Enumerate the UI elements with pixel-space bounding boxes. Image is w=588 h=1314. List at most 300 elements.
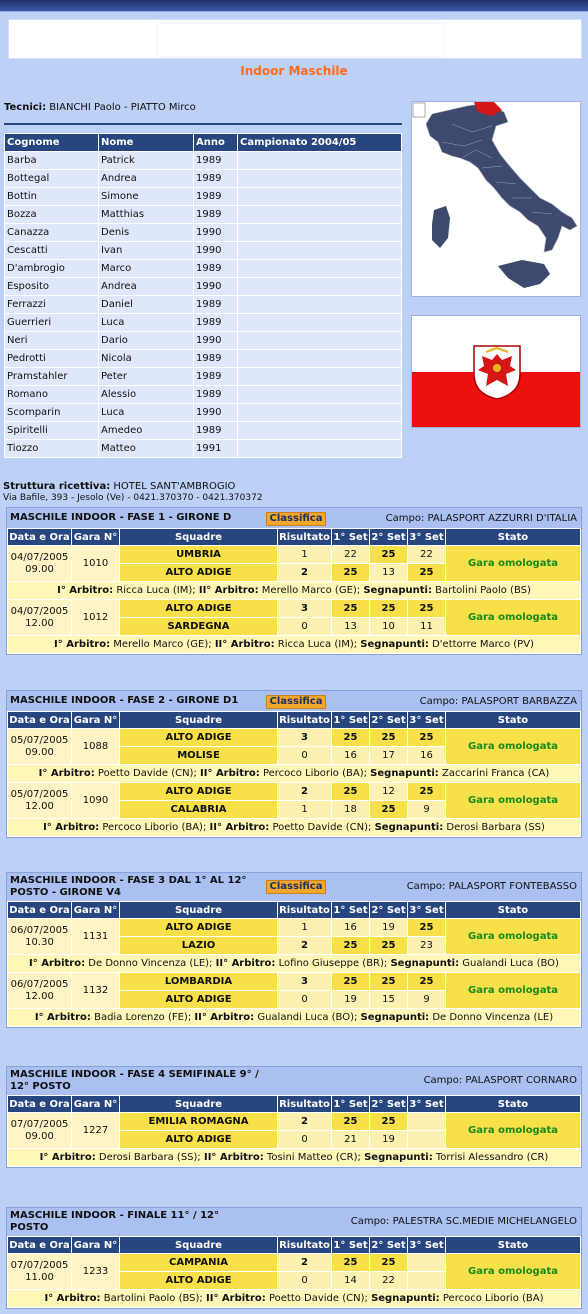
team-name: EMILIA ROMAGNA bbox=[120, 1113, 278, 1131]
roster-cell: Bozza bbox=[5, 206, 99, 224]
roster-cell: Pramstahler bbox=[5, 368, 99, 386]
set-score: 25 bbox=[332, 783, 370, 801]
coat-of-arms-icon bbox=[472, 344, 522, 400]
match-time: 09.00 bbox=[25, 563, 54, 575]
team-name: CAMPANIA bbox=[120, 1254, 278, 1272]
column-header: Stato bbox=[446, 902, 581, 919]
roster-row bbox=[5, 422, 402, 440]
referee-line bbox=[8, 1009, 581, 1027]
team-score: 2 bbox=[278, 1254, 332, 1272]
match-date: 04/07/2005 bbox=[10, 551, 69, 563]
set-score bbox=[408, 1254, 446, 1272]
roster-cell: Canazza bbox=[5, 224, 99, 242]
match-number: 1088 bbox=[72, 729, 120, 765]
banner-image bbox=[157, 23, 445, 57]
first-referee-label: I° Arbitro: bbox=[44, 1293, 101, 1304]
page-title: Indoor Maschile bbox=[240, 64, 348, 78]
match-table bbox=[7, 1095, 581, 1167]
column-header: 3° Set bbox=[408, 712, 446, 729]
roster-row bbox=[5, 206, 402, 224]
column-header: 2° Set bbox=[370, 712, 408, 729]
coaches-label: Tecnici: bbox=[4, 102, 47, 113]
roster-cell: 1989 bbox=[194, 350, 238, 368]
match-datetime bbox=[8, 1254, 72, 1290]
column-header: Squadre bbox=[120, 1096, 278, 1113]
column-header: 3° Set bbox=[408, 1237, 446, 1254]
match-section bbox=[6, 1066, 582, 1168]
roster-cell: Romano bbox=[5, 386, 99, 404]
roster-cell: D'ambrogio bbox=[5, 260, 99, 278]
classifica-button[interactable]: Classifica bbox=[266, 880, 326, 894]
roster-header: Anno bbox=[194, 134, 238, 152]
roster-cell: Luca bbox=[99, 404, 194, 422]
set-score: 25 bbox=[370, 1254, 408, 1272]
scorer-label: Segnapunti: bbox=[371, 1293, 440, 1304]
roster-cell: Matteo bbox=[99, 440, 194, 458]
second-referee: Merello Marco (GE); bbox=[261, 585, 361, 596]
match-number: 1090 bbox=[72, 783, 120, 819]
scorer-label: Segnapunti: bbox=[374, 822, 444, 833]
roster-cell bbox=[238, 422, 402, 440]
team-score: 3 bbox=[278, 973, 332, 991]
team-row bbox=[8, 546, 581, 564]
roster-cell: Esposito bbox=[5, 278, 99, 296]
second-referee: Poetto Davide (CN); bbox=[272, 822, 372, 833]
second-referee-label: II° Arbitro: bbox=[209, 822, 270, 833]
roster-header: Cognome bbox=[5, 134, 99, 152]
referee-line bbox=[8, 1290, 581, 1308]
column-header: 3° Set bbox=[408, 1096, 446, 1113]
scorer-label: Segnapunti: bbox=[364, 1152, 433, 1163]
coaches-line bbox=[4, 102, 196, 113]
roster-cell bbox=[238, 188, 402, 206]
referee-line bbox=[8, 955, 581, 973]
set-score: 25 bbox=[332, 937, 370, 955]
first-referee: De Donno Vincenza (LE); bbox=[88, 958, 213, 969]
roster-cell: Marco bbox=[99, 260, 194, 278]
referee-row bbox=[8, 582, 581, 600]
team-name: ALTO ADIGE bbox=[120, 991, 278, 1009]
referee-row bbox=[8, 1149, 581, 1167]
team-score: 2 bbox=[278, 1113, 332, 1131]
column-header: Risultato bbox=[278, 712, 332, 729]
first-referee-label: I° Arbitro: bbox=[54, 639, 111, 650]
match-time: 11.00 bbox=[25, 1271, 54, 1283]
match-number: 1233 bbox=[72, 1254, 120, 1290]
hotel-line bbox=[3, 481, 235, 492]
second-referee-label: II° Arbitro: bbox=[215, 958, 276, 969]
roster-cell: Amedeo bbox=[99, 422, 194, 440]
match-status[interactable]: Gara omologata bbox=[446, 1113, 581, 1149]
second-referee-label: II° Arbitro: bbox=[194, 1012, 255, 1023]
match-number: 1131 bbox=[72, 919, 120, 955]
set-score: 22 bbox=[408, 546, 446, 564]
roster-cell: Pedrotti bbox=[5, 350, 99, 368]
match-section bbox=[6, 872, 582, 1028]
second-referee: Percoco Liborio (BA); bbox=[262, 768, 367, 779]
roster-cell: 1990 bbox=[194, 278, 238, 296]
set-score: 23 bbox=[408, 937, 446, 955]
set-score: 25 bbox=[408, 973, 446, 991]
set-score: 25 bbox=[408, 564, 446, 582]
roster-row bbox=[5, 152, 402, 170]
section-header bbox=[7, 873, 581, 901]
roster-cell: Denis bbox=[99, 224, 194, 242]
match-number: 1132 bbox=[72, 973, 120, 1009]
set-score: 25 bbox=[370, 600, 408, 618]
team-name: ALTO ADIGE bbox=[120, 1272, 278, 1290]
column-header: Data e Ora bbox=[8, 712, 72, 729]
roster-cell bbox=[238, 440, 402, 458]
roster-cell: 1989 bbox=[194, 188, 238, 206]
match-datetime bbox=[8, 1113, 72, 1149]
set-score: 19 bbox=[332, 991, 370, 1009]
roster-row bbox=[5, 242, 402, 260]
team-score: 0 bbox=[278, 618, 332, 636]
match-date: 04/07/2005 bbox=[10, 605, 69, 617]
roster-row bbox=[5, 368, 402, 386]
set-score: 25 bbox=[370, 729, 408, 747]
referee-row bbox=[8, 636, 581, 654]
scorer-label: Segnapunti: bbox=[360, 639, 429, 650]
team-row bbox=[8, 1254, 581, 1272]
set-score: 25 bbox=[408, 783, 446, 801]
roster-cell bbox=[238, 152, 402, 170]
match-status[interactable]: Gara omologata bbox=[446, 783, 581, 819]
italy-map bbox=[411, 101, 581, 297]
scorer-label: Segnapunti: bbox=[363, 585, 432, 596]
team-name: ALTO ADIGE bbox=[120, 919, 278, 937]
scorer: Zaccarini Franca (CA) bbox=[441, 768, 550, 779]
roster-cell: Nicola bbox=[99, 350, 194, 368]
section-header bbox=[7, 1067, 581, 1095]
match-time: 12.00 bbox=[25, 617, 54, 629]
scorer: Percoco Liborio (BA) bbox=[442, 1293, 544, 1304]
first-referee: Badia Lorenzo (FE); bbox=[94, 1012, 192, 1023]
first-referee-label: I° Arbitro: bbox=[57, 585, 114, 596]
roster-row bbox=[5, 260, 402, 278]
roster-cell: Scomparin bbox=[5, 404, 99, 422]
team-name: LAZIO bbox=[120, 937, 278, 955]
column-header: Squadre bbox=[120, 1237, 278, 1254]
team-name: ALTO ADIGE bbox=[120, 564, 278, 582]
match-datetime bbox=[8, 919, 72, 955]
column-header: 2° Set bbox=[370, 1096, 408, 1113]
roster-row bbox=[5, 188, 402, 206]
second-referee: Poetto Davide (CN); bbox=[268, 1293, 368, 1304]
roster-cell bbox=[238, 386, 402, 404]
first-referee: Ricca Luca (IM); bbox=[116, 585, 196, 596]
roster-cell: 1990 bbox=[194, 224, 238, 242]
roster-row bbox=[5, 440, 402, 458]
set-score: 25 bbox=[408, 729, 446, 747]
referee-row bbox=[8, 765, 581, 783]
match-date: 05/07/2005 bbox=[10, 734, 69, 746]
set-score: 16 bbox=[408, 747, 446, 765]
second-referee: Lofino Giuseppe (BR); bbox=[278, 958, 388, 969]
section-title: MASCHILE INDOOR - FASE 4 SEMIFINALE 9° / 12° POSTO bbox=[10, 1069, 259, 1092]
match-status[interactable]: Gara omologata bbox=[446, 546, 581, 582]
set-score: 13 bbox=[370, 564, 408, 582]
set-score: 17 bbox=[370, 747, 408, 765]
match-section bbox=[6, 507, 582, 655]
column-header: Squadre bbox=[120, 529, 278, 546]
match-status[interactable]: Gara omologata bbox=[446, 600, 581, 636]
first-referee: Poetto Davide (CN); bbox=[97, 768, 197, 779]
match-datetime bbox=[8, 973, 72, 1009]
team-score: 3 bbox=[278, 729, 332, 747]
roster-cell: Neri bbox=[5, 332, 99, 350]
column-header: 1° Set bbox=[332, 529, 370, 546]
referee-row bbox=[8, 819, 581, 837]
team-score: 2 bbox=[278, 564, 332, 582]
roster-cell: Guerrieri bbox=[5, 314, 99, 332]
roster-cell bbox=[238, 404, 402, 422]
roster-table bbox=[4, 133, 402, 458]
classifica-button[interactable]: Classifica bbox=[266, 695, 326, 709]
match-number: 1227 bbox=[72, 1113, 120, 1149]
team-score: 1 bbox=[278, 546, 332, 564]
roster-cell: Dario bbox=[99, 332, 194, 350]
team-row bbox=[8, 600, 581, 618]
roster-cell: Ivan bbox=[99, 242, 194, 260]
set-score: 25 bbox=[408, 600, 446, 618]
set-score: 25 bbox=[408, 919, 446, 937]
roster-row bbox=[5, 404, 402, 422]
team-row bbox=[8, 1113, 581, 1131]
column-header: 1° Set bbox=[332, 1237, 370, 1254]
roster-cell bbox=[238, 206, 402, 224]
roster-cell: Peter bbox=[99, 368, 194, 386]
match-datetime bbox=[8, 546, 72, 582]
roster-cell: Simone bbox=[99, 188, 194, 206]
set-score: 15 bbox=[370, 991, 408, 1009]
hotel-label: Struttura ricettiva: bbox=[3, 481, 111, 492]
column-header: 3° Set bbox=[408, 902, 446, 919]
roster-cell bbox=[238, 368, 402, 386]
hotel-name: HOTEL SANT'AMBROGIO bbox=[113, 481, 236, 492]
match-table bbox=[7, 711, 581, 837]
team-name: ALTO ADIGE bbox=[120, 1131, 278, 1149]
match-date: 06/07/2005 bbox=[10, 924, 69, 936]
set-score: 25 bbox=[332, 564, 370, 582]
team-name: MOLISE bbox=[120, 747, 278, 765]
set-score: 14 bbox=[332, 1272, 370, 1290]
roster-cell bbox=[238, 278, 402, 296]
referee-line bbox=[8, 819, 581, 837]
roster-cell: Spiritelli bbox=[5, 422, 99, 440]
match-status[interactable]: Gara omologata bbox=[446, 1254, 581, 1290]
roster-cell: 1989 bbox=[194, 170, 238, 188]
column-header: Gara N° bbox=[72, 529, 120, 546]
match-time: 12.00 bbox=[25, 800, 54, 812]
set-score: 25 bbox=[370, 1113, 408, 1131]
scorer-label: Segnapunti: bbox=[370, 768, 439, 779]
roster-cell: Bottin bbox=[5, 188, 99, 206]
scorer-label: Segnapunti: bbox=[390, 958, 460, 969]
first-referee: Derosi Barbara (SS); bbox=[98, 1152, 201, 1163]
roster-cell: 1989 bbox=[194, 368, 238, 386]
roster-cell bbox=[238, 350, 402, 368]
column-header: Stato bbox=[446, 1096, 581, 1113]
roster-cell: Alessio bbox=[99, 386, 194, 404]
team-score: 0 bbox=[278, 747, 332, 765]
roster-cell: 1989 bbox=[194, 314, 238, 332]
roster-cell bbox=[238, 242, 402, 260]
venue: Campo: PALASPORT BARBAZZA bbox=[419, 696, 577, 707]
second-referee-label: II° Arbitro: bbox=[200, 768, 260, 779]
referee-row bbox=[8, 955, 581, 973]
second-referee-label: II° Arbitro: bbox=[206, 1293, 266, 1304]
classifica-button[interactable]: Classifica bbox=[266, 512, 326, 526]
match-table bbox=[7, 528, 581, 654]
second-referee: Gualandi Luca (BO); bbox=[257, 1012, 358, 1023]
roster-cell bbox=[238, 170, 402, 188]
set-score: 9 bbox=[408, 801, 446, 819]
roster-row bbox=[5, 314, 402, 332]
section-title: MASCHILE INDOOR - FASE 3 DAL 1° AL 12° POSTO - GIRONE V4 bbox=[10, 875, 247, 898]
second-referee-label: II° Arbitro: bbox=[214, 639, 275, 650]
set-score: 25 bbox=[332, 600, 370, 618]
column-header: 2° Set bbox=[370, 902, 408, 919]
match-time: 09.00 bbox=[25, 1130, 54, 1142]
second-referee-label: II° Arbitro: bbox=[198, 585, 259, 596]
roster-cell: Barba bbox=[5, 152, 99, 170]
roster-row bbox=[5, 386, 402, 404]
section-title: MASCHILE INDOOR - FINALE 11° / 12° POSTO bbox=[10, 1210, 220, 1233]
team-name: SARDEGNA bbox=[120, 618, 278, 636]
roster-cell bbox=[238, 260, 402, 278]
match-section bbox=[6, 1207, 582, 1309]
match-number: 1010 bbox=[72, 546, 120, 582]
match-time: 09.00 bbox=[25, 746, 54, 758]
second-referee: Ricca Luca (IM); bbox=[277, 639, 358, 650]
roster-cell: 1989 bbox=[194, 296, 238, 314]
set-score: 25 bbox=[370, 801, 408, 819]
set-score: 25 bbox=[332, 1113, 370, 1131]
roster-header: Nome bbox=[99, 134, 194, 152]
roster-row bbox=[5, 224, 402, 242]
first-referee: Percoco Liborio (BA); bbox=[102, 822, 207, 833]
first-referee-label: I° Arbitro: bbox=[38, 768, 95, 779]
scorer: Torrisi Alessandro (CR) bbox=[435, 1152, 549, 1163]
match-time: 12.00 bbox=[25, 990, 54, 1002]
match-status[interactable]: Gara omologata bbox=[446, 919, 581, 955]
set-score: 19 bbox=[370, 919, 408, 937]
set-score: 11 bbox=[408, 618, 446, 636]
referee-line bbox=[8, 765, 581, 783]
scorer: D'ettorre Marco (PV) bbox=[432, 639, 534, 650]
venue: Campo: PALESTRA SC.MEDIE MICHELANGELO bbox=[350, 1216, 577, 1227]
set-score: 25 bbox=[370, 546, 408, 564]
column-header: Stato bbox=[446, 529, 581, 546]
team-score: 0 bbox=[278, 991, 332, 1009]
team-row bbox=[8, 919, 581, 937]
referee-line bbox=[8, 1149, 581, 1167]
column-header: Data e Ora bbox=[8, 1096, 72, 1113]
match-datetime bbox=[8, 600, 72, 636]
venue: Campo: PALASPORT FONTEBASSO bbox=[406, 881, 577, 892]
roster-cell: 1991 bbox=[194, 440, 238, 458]
column-header: Gara N° bbox=[72, 902, 120, 919]
first-referee-label: I° Arbitro: bbox=[39, 1152, 96, 1163]
team-score: 1 bbox=[278, 801, 332, 819]
venue: Campo: PALASPORT AZZURRI D'ITALIA bbox=[385, 513, 577, 524]
roster-cell: Patrick bbox=[99, 152, 194, 170]
column-header: 1° Set bbox=[332, 902, 370, 919]
roster-cell: Andrea bbox=[99, 170, 194, 188]
team-score: 1 bbox=[278, 919, 332, 937]
first-referee-label: I° Arbitro: bbox=[34, 1012, 91, 1023]
roster-cell: Tiozzo bbox=[5, 440, 99, 458]
match-datetime bbox=[8, 729, 72, 765]
set-score: 21 bbox=[332, 1131, 370, 1149]
roster-cell: Bottegal bbox=[5, 170, 99, 188]
match-section bbox=[6, 690, 582, 838]
roster-row bbox=[5, 278, 402, 296]
roster-cell bbox=[238, 332, 402, 350]
set-score: 16 bbox=[332, 919, 370, 937]
column-header: 1° Set bbox=[332, 1096, 370, 1113]
roster-row bbox=[5, 170, 402, 188]
roster-cell: Andrea bbox=[99, 278, 194, 296]
team-score: 0 bbox=[278, 1131, 332, 1149]
set-score: 9 bbox=[408, 991, 446, 1009]
banner-box bbox=[8, 19, 582, 59]
match-date: 07/07/2005 bbox=[10, 1259, 69, 1271]
scorer: Bartolini Paolo (BS) bbox=[435, 585, 531, 596]
column-header: Gara N° bbox=[72, 1237, 120, 1254]
referee-line bbox=[8, 636, 581, 654]
column-header: Data e Ora bbox=[8, 902, 72, 919]
roster-header: Campionato 2004/05 bbox=[238, 134, 402, 152]
set-score: 19 bbox=[370, 1131, 408, 1149]
roster-cell: 1989 bbox=[194, 206, 238, 224]
roster-cell: 1989 bbox=[194, 386, 238, 404]
section-header bbox=[7, 691, 581, 711]
roster-cell: 1989 bbox=[194, 152, 238, 170]
set-score: 25 bbox=[332, 729, 370, 747]
roster-cell: 1990 bbox=[194, 242, 238, 260]
roster-cell: Cescatti bbox=[5, 242, 99, 260]
team-row bbox=[8, 973, 581, 991]
team-name: ALTO ADIGE bbox=[120, 783, 278, 801]
roster-cell: 1989 bbox=[194, 422, 238, 440]
roster-cell: 1990 bbox=[194, 404, 238, 422]
column-header: Risultato bbox=[278, 529, 332, 546]
set-score bbox=[408, 1131, 446, 1149]
section-title: MASCHILE INDOOR - FASE 2 - GIRONE D1 bbox=[10, 695, 239, 706]
set-score: 25 bbox=[332, 973, 370, 991]
match-table bbox=[7, 901, 581, 1027]
column-header: Stato bbox=[446, 712, 581, 729]
section-header bbox=[7, 1208, 581, 1236]
match-status[interactable]: Gara omologata bbox=[446, 729, 581, 765]
referee-row bbox=[8, 1290, 581, 1308]
team-score: 0 bbox=[278, 1272, 332, 1290]
column-header: Gara N° bbox=[72, 1096, 120, 1113]
team-name: UMBRIA bbox=[120, 546, 278, 564]
roster-row bbox=[5, 350, 402, 368]
match-date: 06/07/2005 bbox=[10, 978, 69, 990]
scorer-label: Segnapunti: bbox=[360, 1012, 430, 1023]
column-header: 3° Set bbox=[408, 529, 446, 546]
set-score: 25 bbox=[332, 1254, 370, 1272]
match-status[interactable]: Gara omologata bbox=[446, 973, 581, 1009]
team-name: ALTO ADIGE bbox=[120, 600, 278, 618]
team-row bbox=[8, 783, 581, 801]
column-header: Data e Ora bbox=[8, 529, 72, 546]
